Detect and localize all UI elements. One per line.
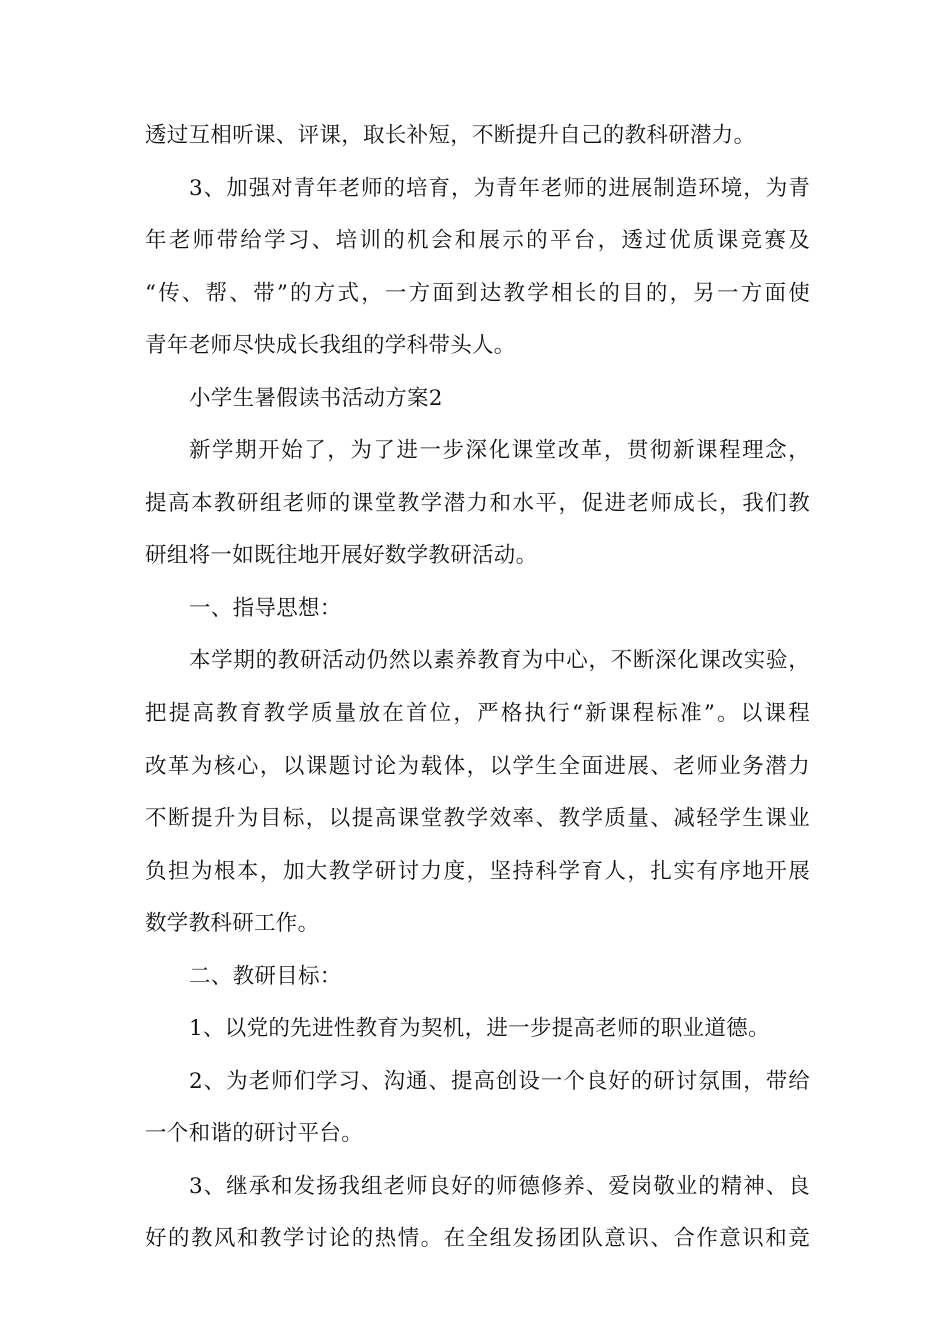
paragraph-line: 新学期开始了，为了进一步深化课堂改革，贯彻新课程理念，: [189, 438, 810, 464]
paragraph-line: 3、继承和发扬我组老师良好的师德修养、爱岗敬业的精神、良: [189, 1173, 810, 1199]
document-body: [145, 124, 810, 1280]
section-title: 小学生暑假读书活动方案2: [189, 385, 443, 411]
paragraph-line: 1、以党的先进性教育为契机，进一步提高老师的职业道德。: [189, 1016, 770, 1042]
paragraph-line: 本学期的教研活动仍然以素养教育为中心，不断深化课改实验，: [189, 648, 810, 674]
heading-research-goals: 二、教研目标：: [189, 963, 342, 989]
paragraph-line: 负担为根本，加大教学研讨力度，坚持科学育人，扎实有序地开展: [145, 858, 810, 884]
paragraph-line: 3、加强对青年老师的培育，为青年老师的进展制造环境，为青: [189, 175, 810, 201]
paragraph-line: 一个和谐的研讨平台。: [145, 1121, 364, 1147]
paragraph-line: 提高本教研组老师的课堂教学潜力和水平，促进老师成长，我们教: [145, 490, 810, 516]
paragraph-line: 数学教科研工作。: [145, 911, 320, 937]
paragraph-line: “传、帮、带”的方式，一方面到达教学相长的目的，另一方面使: [145, 280, 810, 306]
paragraph-line: 把提高教育教学质量放在首位，严格执行“新课程标准”。以课程: [145, 701, 810, 727]
paragraph-line: 研组将一如既往地开展好数学教研活动。: [145, 543, 538, 569]
paragraph-line: 改革为核心，以课题讨论为载体，以学生全面进展、老师业务潜力: [145, 753, 810, 779]
paragraph-line: 2、为老师们学习、沟通、提高创设一个良好的研讨氛围，带给: [189, 1068, 810, 1094]
heading-guiding-ideology: 一、指导思想：: [189, 595, 342, 621]
paragraph-line: 青年老师尽快成长我组的学科带头人。: [145, 333, 516, 359]
paragraph-line: 好的教风和教学讨论的热情。在全组发扬团队意识、合作意识和竞: [145, 1226, 810, 1252]
paragraph-line: 年老师带给学习、培训的机会和展示的平台，透过优质课竞赛及: [145, 228, 810, 254]
paragraph-line: 不断提升为目标，以提高课堂教学效率、教学质量、减轻学生课业: [145, 806, 810, 832]
paragraph-line: 透过互相听课、评课，取长补短，不断提升自己的教科研潜力。: [145, 123, 756, 148]
